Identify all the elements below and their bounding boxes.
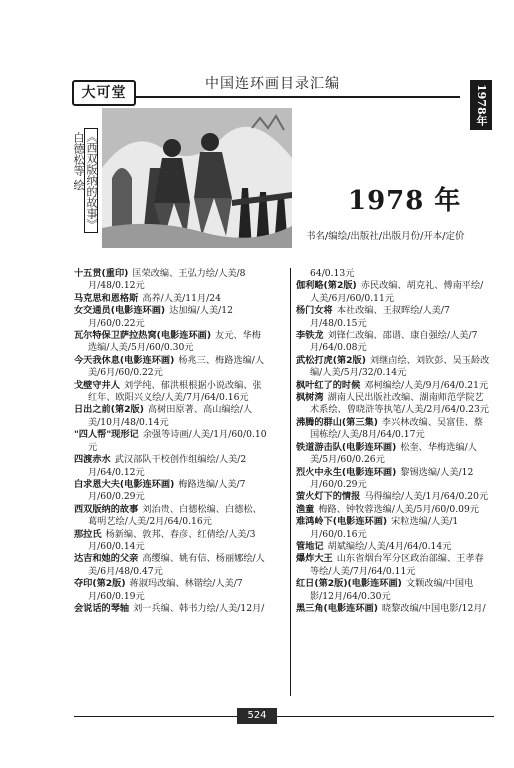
catalog-entry <box>296 280 492 305</box>
entry-detail: 高养/人美/11月/24 <box>142 292 221 304</box>
entry-detail: 余强等诗画/人美/1月/60/0.10元 <box>88 429 267 453</box>
entry-detail: 邓柯编绘/人美/9月/64/0.21元 <box>364 379 489 391</box>
entry-title: 日出之前(第2版) <box>74 404 144 416</box>
page-number: 524 <box>237 708 277 724</box>
catalog-entry <box>296 491 492 503</box>
entry-detail: 山东省烟台军分区政治部编、王孝春等绘/人美/7月/64/0.11元 <box>310 553 484 577</box>
catalog-entry <box>296 541 492 553</box>
catalog-entry <box>74 529 270 554</box>
entry-title: 武松打虎(第2版) <box>296 354 366 366</box>
year-tab: 1978年 <box>470 80 492 130</box>
entry-title: 马克思和恩格斯 <box>74 292 139 304</box>
catalog-entry <box>74 330 270 355</box>
entry-title: 杨门女将 <box>296 305 333 317</box>
entry-detail: 蒋淑玛改编、林锴绘/人美/7月/60/0.19元 <box>88 578 243 602</box>
catalog-entry <box>296 330 492 355</box>
entry-title: 西双版纳的故事 <box>74 503 139 515</box>
catalog-entry <box>74 305 270 330</box>
catalog-entry <box>74 404 270 429</box>
entry-detail: 胡斌编绘/人美/4月/64/0.14元 <box>327 540 452 552</box>
entry-title: 爆炸大王 <box>296 553 333 565</box>
entry-title: 四渡赤水 <box>74 454 111 466</box>
entry-detail: 高缨编、姚有信、杨丽娜绘/人美/6月/48/0.47元 <box>88 553 265 577</box>
entry-title: "四人帮"现形记 <box>74 429 139 441</box>
entry-detail: 文颗改编/中国电影/12月/64/0.30元 <box>310 578 474 602</box>
illustration-caption <box>74 128 98 248</box>
entry-title: 黑三角(电影连环画) <box>296 602 378 614</box>
catalog-entry <box>74 553 270 578</box>
catalog-entry <box>296 380 492 392</box>
catalog-entry <box>296 417 492 442</box>
entry-title: 夺印(第2版) <box>74 578 126 590</box>
entry-detail: 武汉部队干校创作组编绘/人美/2月/64/0.12元 <box>88 454 247 478</box>
catalog-entry <box>74 380 270 405</box>
entry-title: 萤火灯下的情报 <box>296 491 361 503</box>
entry-detail: 梅路、钟牧蓉选编/人美/5月/60/0.09元 <box>318 503 479 515</box>
entry-detail: 刘学纯、郁洪根根据小说改编、张红年、欧阳兴义绘/人美/7月/64/0.16元 <box>88 379 262 404</box>
right-column <box>296 268 492 615</box>
entry-detail: 晓黎改编/中国电影/12月/ <box>381 602 486 614</box>
catalog-entry <box>296 603 492 615</box>
entry-title: 十五贯(重印) <box>74 268 129 279</box>
entry-detail: 达加编/人美/12月/60/0.22元 <box>88 305 233 329</box>
footer-rule <box>74 716 494 717</box>
catalog-entry <box>74 293 270 305</box>
illustration-book-title: 《西双版纳的故事》 <box>84 128 98 233</box>
entry-title: 戈壁守井人 <box>74 379 120 391</box>
entry-title: 铁道游击队(电影连环画) <box>296 441 397 453</box>
column-divider <box>290 268 291 696</box>
entry-title: 女交通员(电影连环画) <box>74 305 166 317</box>
header-rule <box>134 96 460 98</box>
entry-detail: 刘继卣绘、刘钦彭、吴玉龄改编/人美/5月/32/0.14元 <box>310 354 490 379</box>
entry-detail: 松奎、华梅选编/人美/5月/60/0.26元 <box>310 441 477 466</box>
entry-detail: 匡荣改编、王弘力绘/人美/8月/48/0.12元 <box>88 268 246 292</box>
entry-title: 会说话的琴轴 <box>74 602 130 614</box>
entry-detail: 刘锋仁改编、邵谱、康自强绘/人美/7月/64/0.08元 <box>310 330 478 354</box>
catalog-entry <box>296 553 492 578</box>
catalog-entry <box>296 578 492 603</box>
entry-detail: 赤民改编、胡克礼、傅南平绘/人美/6月/60/0.11元 <box>310 280 484 304</box>
catalog-entry <box>296 467 492 492</box>
catalog-entry <box>74 603 270 615</box>
entry-title: 沸腾的群山(第三集) <box>296 416 378 428</box>
entry-title: 渔童 <box>296 503 315 515</box>
catalog-entry <box>296 516 492 541</box>
year-heading: 1978 年 <box>348 186 462 216</box>
catalog-entry <box>296 355 492 380</box>
catalog-entry <box>74 429 270 454</box>
publisher-logo: 大可堂 <box>72 80 136 106</box>
entry-title: 瓦尔特保卫萨拉热窝(电影连环画) <box>74 330 212 342</box>
catalog-entry <box>74 578 270 603</box>
entry-title: 管地记 <box>296 540 324 552</box>
entry-detail: 高树田原著、高山编绘/人美/10月/48/0.14元 <box>88 404 253 428</box>
field-legend: 书名/编绘/出版社/出版月份/开本/定价 <box>306 231 465 242</box>
cover-illustration <box>102 108 292 248</box>
entry-title: 李铁龙 <box>296 330 324 342</box>
entry-title: 枫叶红了的时候 <box>296 379 361 391</box>
entry-title: 那拉氏 <box>74 528 102 540</box>
entry-detail: 宋粒选编/人美/1月/60/0.16元 <box>310 516 459 540</box>
entry-title: 今天我休息(电影连环画) <box>74 354 175 366</box>
catalog-entry <box>296 392 492 417</box>
entry-detail: 梅路选编/人美/7月/60/0.29元 <box>88 478 246 503</box>
continued-entry: 64/0.13元 <box>310 268 355 279</box>
cover-illustration-art <box>102 108 292 248</box>
catalog-entry <box>74 504 270 529</box>
entry-title: 枫树湾 <box>296 392 324 404</box>
entry-title: 伽利略(第2版) <box>296 280 357 292</box>
entry-detail: 马得编绘/人美/1月/64/0.20元 <box>364 491 489 503</box>
entry-detail: 湖南人民出版社改编、湖南师范学院艺术系绘、曾晓浒等执笔/人美/2月/64/0.23元 <box>310 392 489 416</box>
left-column <box>74 268 270 615</box>
page-header-title: 中国连环画目录汇编 <box>205 76 340 92</box>
entry-detail: 本社改编、王叔晖绘/人美/7月/48/0.15元 <box>310 305 450 329</box>
entry-detail: 黎锡选编/人美/12月/60/0.29元 <box>310 466 474 490</box>
entry-title: 难鸿岭下(电影连环画) <box>296 516 388 528</box>
entry-title: 红日(第2版)(电影连环画) <box>296 578 402 590</box>
entry-title: 白求恩大夫(电影连环画) <box>74 478 175 490</box>
entry-detail: 友元、华梅选编/人美/5月/60/0.30元 <box>88 330 261 354</box>
entry-detail: 杨新编、敦邦、春彦、红倩绘/人美/3月/60/0.14元 <box>88 528 256 552</box>
catalog-entry <box>296 442 492 467</box>
entry-title: 烈火中永生(电影连环画) <box>296 466 397 478</box>
entry-detail: 李兴林改编、吴富佳、蔡国栋绘/人美/8月/64/0.17元 <box>310 416 483 441</box>
catalog-entry <box>74 268 270 293</box>
catalog-entry <box>296 504 492 516</box>
entry-detail: 杨兆三、梅路选编/人美/6月/60/0.22元 <box>88 354 265 379</box>
illustration-credit: 白德松等 绘 <box>72 132 85 191</box>
catalog-entry <box>296 305 492 330</box>
entry-title: 达吉和她的父亲 <box>74 553 139 565</box>
catalog-entry <box>74 479 270 504</box>
entry-detail: 刘一兵编、韩书力绘/人美/12月/ <box>133 602 265 614</box>
catalog-entry <box>74 454 270 479</box>
catalog-entry <box>74 355 270 380</box>
entry-detail: 刘治贵、白德松编、白德松、葛明艺绘/人美/2月/64/0.16元 <box>88 503 262 528</box>
